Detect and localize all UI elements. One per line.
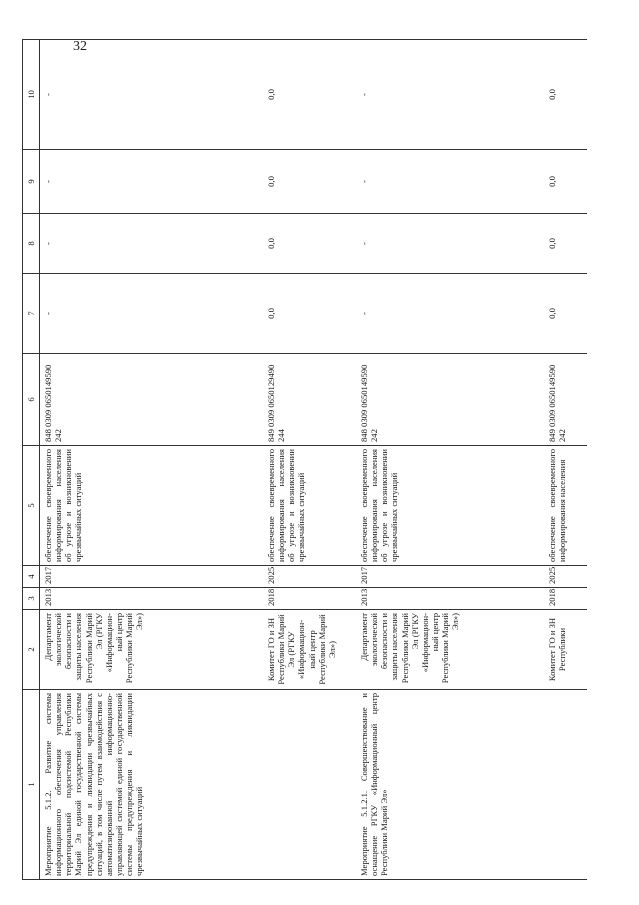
value-cell: - <box>40 40 264 150</box>
value-cell: 0,0 <box>263 214 356 274</box>
value-cell: 0,0 <box>263 40 356 150</box>
value-cell: - <box>40 214 264 274</box>
measure-name-cell <box>544 690 587 880</box>
executor-cell: Департамент экологической безопасности и защиты населения Республики Марий Эл (РГКУ «Информацион-ный центр Республики Марий Эл») <box>40 610 264 690</box>
budget-code-cell: 849 0309 0650149590 242 <box>544 354 587 446</box>
table-row <box>40 40 264 880</box>
table-row <box>263 40 356 880</box>
result-cell: обеспечение своевременного информирования населения об угрозе и возникновении чрезвычайных ситуаций <box>263 446 356 566</box>
header-cell: 6 <box>23 354 40 446</box>
result-cell: обеспечение своевременного информирования населения <box>544 446 587 566</box>
value-cell: - <box>40 150 264 214</box>
executor-cell: Департамент экологической безопасности и защиты населения Республики Марий Эл (РГКУ «Информацион-ный центр Республики Марий Эл») <box>356 610 544 690</box>
page-number: 32 <box>73 39 87 54</box>
header-cell: 2 <box>23 610 40 690</box>
value-cell: - <box>356 274 544 354</box>
end-year-cell: 2017 <box>40 566 264 588</box>
value-cell: - <box>356 214 544 274</box>
budget-code-cell: 848 0309 0650149590 242 <box>356 354 544 446</box>
header-cell: 8 <box>23 214 40 274</box>
executor-cell: Комитет ГО и ЗН Республики <box>544 610 587 690</box>
result-cell: обеспечение своевременного информирования населения об угрозе и возникновении чрезвычайных ситуаций <box>356 446 544 566</box>
value-cell: - <box>40 274 264 354</box>
header-cell: 9 <box>23 150 40 214</box>
value-cell: 0,0 <box>263 150 356 214</box>
start-year-cell: 2018 <box>544 588 587 610</box>
header-cell: 3 <box>23 588 40 610</box>
measure-name-cell: Мероприятие 5.1.2.1. Совершенствование и оснащение РГКУ «Информационный центр Республики Марий Эл» <box>356 690 544 880</box>
value-cell: 0,0 <box>544 40 587 150</box>
end-year-cell: 2025 <box>544 566 587 588</box>
measure-name-cell <box>263 690 356 880</box>
value-cell: 0,0 <box>544 150 587 214</box>
header-cell: 7 <box>23 274 40 354</box>
end-year-cell: 2025 <box>263 566 356 588</box>
program-table <box>22 39 587 880</box>
value-cell: - <box>356 40 544 150</box>
table-row <box>356 40 544 880</box>
header-cell: 5 <box>23 446 40 566</box>
value-cell: - <box>356 150 544 214</box>
end-year-cell: 2017 <box>356 566 544 588</box>
start-year-cell: 2013 <box>356 588 544 610</box>
executor-cell: Комитет ГО и ЗН Республики Марий Эл (РГКУ «Информацион-ный центр Республики Марий Эл») <box>263 610 356 690</box>
value-cell: 0,0 <box>544 214 587 274</box>
rotated-table-wrapper <box>22 40 622 880</box>
table-row <box>544 40 587 880</box>
start-year-cell: 2013 <box>40 588 264 610</box>
measure-name-cell: Мероприятие 5.1.2. Развитие системы информационного обеспечения управления территориальной подсистемой Республики Марий Эл единой государственной системы предупреждения и ликвидации чрезвычайных ситуаций, в том числе путем взаимодействия с автоматизированной информационно-управляющей системой единой государственной системы предупреждения и ликвидации чрезвычайных ситуаций <box>40 690 264 880</box>
result-cell: обеспечение своевременного информирования населения об угрозе и возникновении чрезвычайных ситуаций <box>40 446 264 566</box>
start-year-cell: 2018 <box>263 588 356 610</box>
budget-code-cell: 848 0309 0650149590 242 <box>40 354 264 446</box>
header-cell: 1 <box>23 690 40 880</box>
header-cell: 10 <box>23 40 40 150</box>
table-header-row <box>23 40 40 880</box>
value-cell: 0,0 <box>263 274 356 354</box>
budget-code-cell: 849 0309 0650129490 244 <box>263 354 356 446</box>
value-cell: 0,0 <box>544 274 587 354</box>
header-cell: 4 <box>23 566 40 588</box>
